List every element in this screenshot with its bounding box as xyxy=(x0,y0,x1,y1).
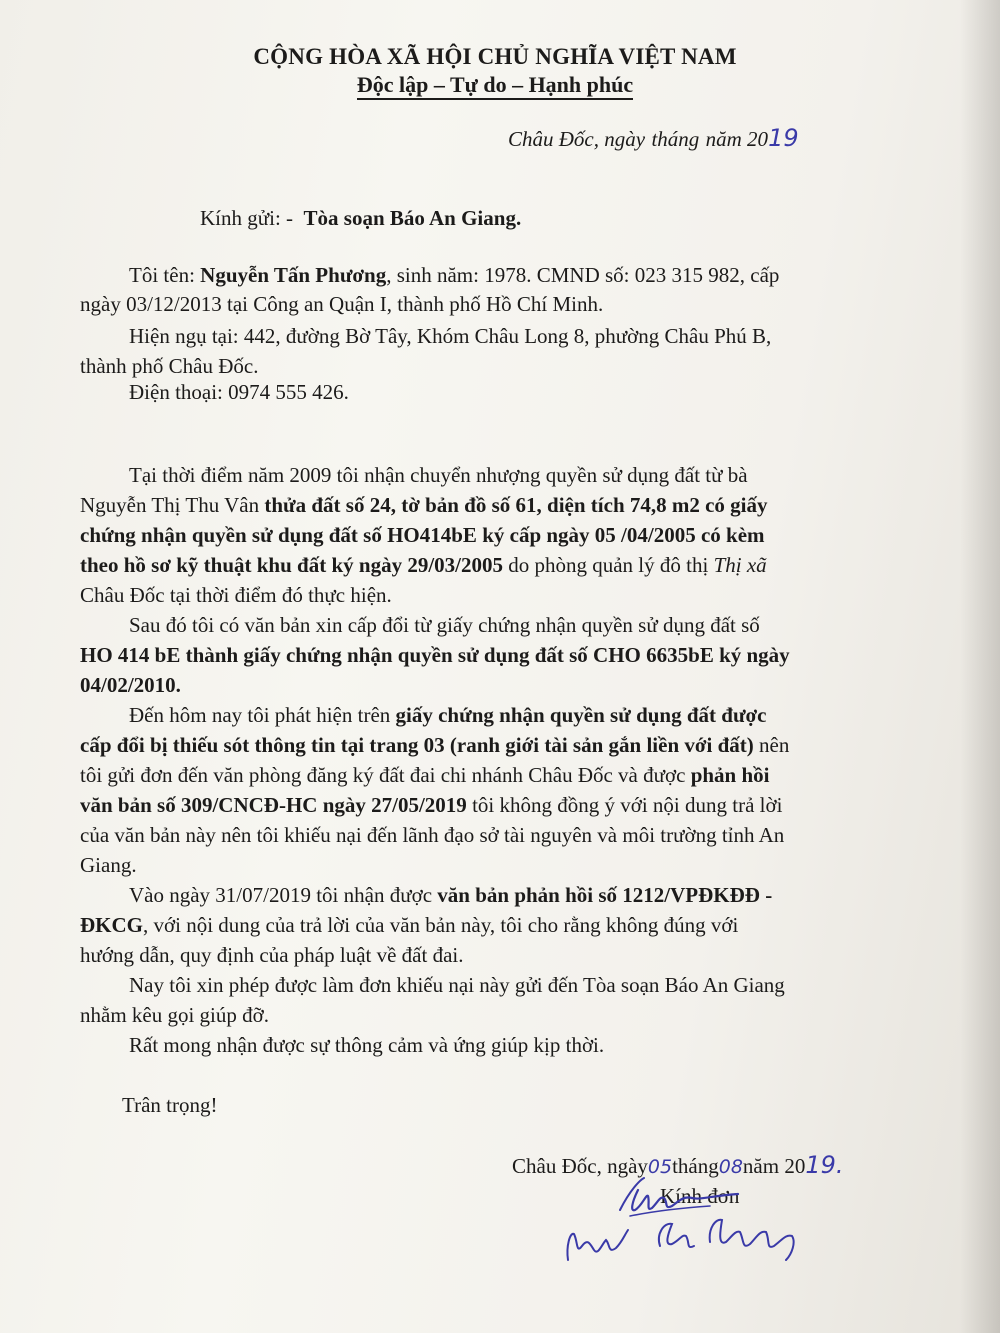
top-date-prefix: Châu Đốc, ngày xyxy=(508,127,646,151)
p2-line-2: HO 414 bE thành giấy chứng nhận quyền sử dụng đất số CHO 6635bE ký ngày xyxy=(80,643,790,667)
p3-bold: giấy chứng nhận quyền sử dụng đất được xyxy=(395,703,767,727)
p1-text: Nguyễn Thị Thu Vân xyxy=(80,493,265,517)
p1-text: do phòng quản lý đô thị xyxy=(502,553,714,577)
p3-bold: cấp đổi bị thiếu sót thông tin tại trang 03 (ranh giới tài sản gắn liền với đất) xyxy=(80,733,754,757)
phone-line: Điện thoại: 0974 555 426. xyxy=(129,380,349,404)
addressee-line xyxy=(200,206,521,231)
p1-line-4 xyxy=(80,553,767,578)
p3-text: tôi gửi đơn đến văn phòng đăng ký đất đai chi nhánh Châu Đốc và được xyxy=(80,763,691,787)
sign-label: Kính đơn xyxy=(660,1184,740,1208)
top-date-line xyxy=(508,124,799,152)
p4-line-1 xyxy=(129,883,772,908)
national-title: CỘNG HÒA XÃ HỘI CHỦ NGHĨA VIỆT NAM xyxy=(253,44,737,69)
p4-line-2 xyxy=(80,913,738,938)
p3-line-1 xyxy=(129,703,767,728)
p4-bold: ĐKCG xyxy=(80,913,143,937)
top-date-year-hand: 19 xyxy=(768,124,799,152)
p3-line-6: Giang. xyxy=(80,853,137,877)
bottom-date-prefix: Châu Đốc, ngày xyxy=(512,1154,648,1178)
bottom-date-year-label: năm 20 xyxy=(742,1154,806,1178)
bottom-date-year-hand: 19. xyxy=(805,1151,844,1179)
p1-italic: Thị xã xyxy=(713,553,767,577)
closing-line: Trân trọng! xyxy=(122,1093,218,1117)
intro-text: , sinh năm: 1978. CMND số: 023 315 982, cấp xyxy=(386,263,780,287)
bottom-date-month-hand: 08 xyxy=(718,1156,743,1178)
p4-bold: văn bản phản hồi số 1212/VPĐKĐĐ - xyxy=(437,883,773,907)
top-date-year-label: năm 20 xyxy=(705,127,769,151)
p1-line-5: Châu Đốc tại thời điểm đó thực hiện. xyxy=(80,583,392,607)
p3-line-3 xyxy=(80,763,770,788)
p3-bold: phản hồi xyxy=(690,763,770,787)
p3-text: tôi không đồng ý với nội dung trả lời xyxy=(466,793,783,817)
sender-name: Nguyễn Tấn Phương xyxy=(200,263,387,287)
bottom-date-day-hand: 05 xyxy=(647,1156,673,1178)
handwritten-signature xyxy=(560,1150,830,1280)
intro-line-2: ngày 03/12/2013 tại Công an Quận I, thành phố Hồ Chí Minh. xyxy=(80,292,604,316)
addressee-name: Tòa soạn Báo An Giang. xyxy=(303,206,522,230)
p4-text: , với nội dung của trả lời của văn bản này, tôi cho rằng không đúng với xyxy=(143,913,739,937)
p2-line-3: 04/02/2010. xyxy=(80,673,181,697)
p2-line-1: Sau đó tôi có văn bản xin cấp đổi từ giấy chứng nhận quyền sử dụng đất số xyxy=(129,613,760,637)
p5-line-2: nhằm kêu gọi giúp đỡ. xyxy=(80,1003,269,1027)
p3-line-4 xyxy=(80,793,782,818)
bottom-date-month-label: tháng xyxy=(672,1154,719,1178)
p4-line-3: hướng dẫn, quy định của pháp luật về đất đai. xyxy=(80,943,464,967)
p5-line-1: Nay tôi xin phép được làm đơn khiếu nại này gửi đến Tòa soạn Báo An Giang xyxy=(129,973,785,997)
p3-text: nên xyxy=(753,733,790,757)
p3-text: Đến hôm nay tôi phát hiện trên xyxy=(129,703,396,727)
p1-bold: thửa đất số 24, tờ bản đồ số 61, diện tích 74,8 m2 có giấy xyxy=(264,493,768,517)
p1-line-2 xyxy=(80,493,768,518)
top-date-month-label: tháng xyxy=(651,127,700,151)
address-line-2: thành phố Châu Đốc. xyxy=(80,354,259,378)
p3-bold: văn bản số 309/CNCĐ-HC ngày 27/05/2019 xyxy=(80,793,467,817)
p4-text: Vào ngày 31/07/2019 tôi nhận được xyxy=(129,883,438,907)
p1-bold: theo hồ sơ kỹ thuật khu đất ký ngày 29/03/2005 xyxy=(80,553,503,577)
intro-text: Tôi tên: xyxy=(129,263,201,287)
p1-line-3: chứng nhận quyền sử dụng đất số HO414bE ký cấp ngày 05 /04/2005 có kèm xyxy=(80,523,765,547)
p3-line-2 xyxy=(80,733,789,758)
national-motto xyxy=(0,72,990,98)
addressee-label: Kính gửi: - xyxy=(200,206,294,230)
p1-line-1: Tại thời điểm năm 2009 tôi nhận chuyển nhượng quyền sử dụng đất từ bà xyxy=(129,463,748,487)
intro-line-1 xyxy=(129,263,779,288)
p6-line: Rất mong nhận được sự thông cảm và ứng giúp kịp thời. xyxy=(129,1033,605,1057)
motto-text: Độc lập – Tự do – Hạnh phúc xyxy=(357,72,633,100)
address-line-1: Hiện ngụ tại: 442, đường Bờ Tây, Khóm Châu Long 8, phường Châu Phú B, xyxy=(129,324,772,348)
p3-line-5: của văn bản này nên tôi khiếu nại đến lãnh đạo sở tài nguyên và môi trường tỉnh An xyxy=(80,823,785,847)
